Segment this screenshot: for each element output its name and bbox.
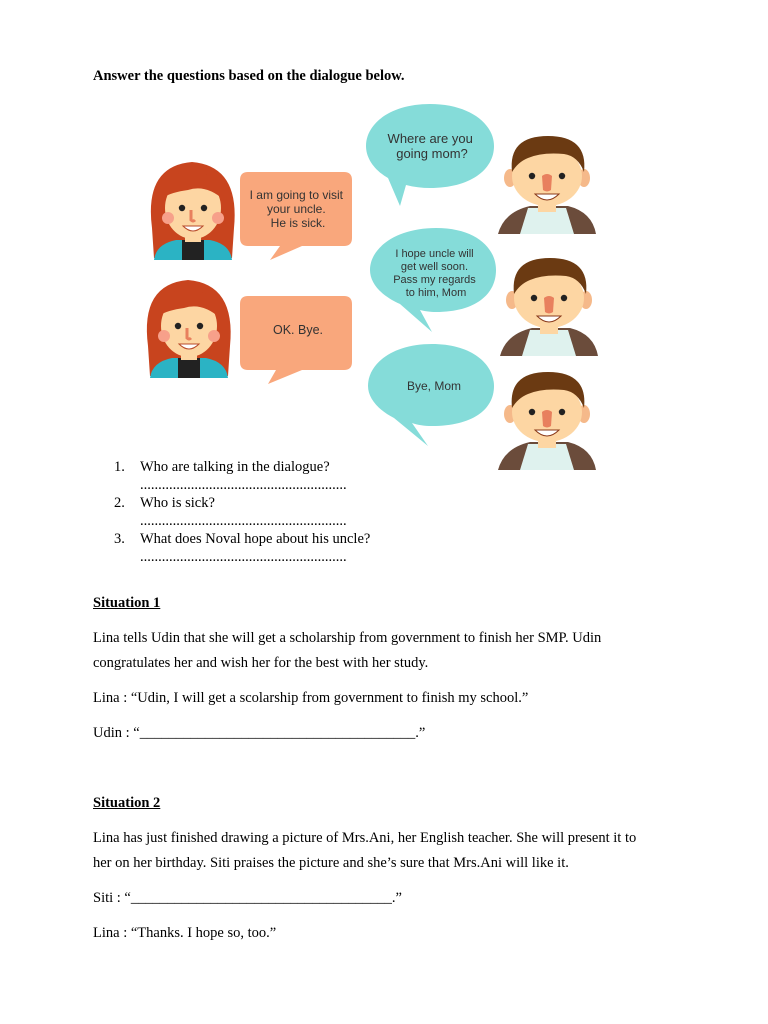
mom-character-1 (151, 162, 235, 260)
boy-bubble-2-line: get well soon. (400, 261, 469, 273)
answer-blank[interactable]: ......................................................... (140, 513, 347, 529)
boy-character-3 (498, 372, 596, 470)
situation-2-title: Situation 2 (93, 795, 161, 811)
situation-1-description-line: Lina tells Udin that she will get a scholarship from government to finish her SMP. Udin (93, 630, 602, 646)
situation-2-description-line: Lina has just finished drawing a picture of Mrs.Ani, her English teacher. She will present it to (93, 830, 637, 846)
situation-1-answer-line[interactable]: Udin : “______________________________________.” (93, 725, 426, 741)
boy-bubble-1-line: Where are you (387, 131, 473, 146)
mom-bubble-1-line: I am going to visit (249, 188, 344, 202)
mom-character-2 (147, 280, 231, 378)
mom-bubble-1-line: He is sick. (270, 216, 326, 230)
instruction-heading: Answer the questions based on the dialogue below. (93, 68, 405, 84)
situation-1-description-line: congratulates her and wish her for the best with her study. (93, 655, 429, 671)
answer-blank[interactable]: ......................................................... (140, 549, 347, 565)
question-item (112, 494, 512, 530)
boy-bubble-3-line: Bye, Mom (406, 379, 462, 393)
situation-2-description-line: her on her birthday. Siti praises the picture and she’s sure that Mrs.Ani will like it. (93, 855, 569, 871)
mom-bubble-1-line: your uncle. (266, 202, 326, 216)
boy-speech-bubble-3 (368, 344, 494, 446)
svg-text:Bye, Mom (407, 379, 461, 393)
boy-bubble-2-line: to him, Mom (405, 287, 467, 299)
mom-speech-bubble-2 (240, 296, 352, 384)
mom-speech-bubble-1 (240, 172, 352, 260)
question-item (112, 458, 512, 494)
dialogue-illustration (130, 100, 600, 472)
question-text: What does Noval hope about his uncle? (140, 531, 371, 547)
question-number: 2. (114, 495, 125, 511)
boy-character-1 (498, 136, 596, 234)
question-number: 3. (114, 531, 125, 547)
mom-bubble-2-line: OK. Bye. (272, 323, 324, 337)
boy-bubble-2-line: Pass my regards (393, 274, 476, 286)
answer-blank[interactable]: ......................................................... (140, 477, 347, 493)
question-text: Who are talking in the dialogue? (140, 459, 330, 475)
boy-speech-bubble-1 (366, 104, 494, 206)
boy-character-2 (500, 258, 598, 356)
situation-1-title: Situation 1 (93, 595, 161, 611)
svg-text:Where are you going mo (388, 131, 477, 161)
boy-bubble-1-line: going mom? (396, 146, 468, 161)
question-text: Who is sick? (140, 495, 215, 511)
boy-speech-bubble-2 (370, 228, 496, 332)
situation-2-description (93, 826, 693, 876)
svg-text:OK. Bye. (273, 323, 323, 337)
svg-text:I hope uncle will get (393, 248, 479, 299)
situation-2-answer-line[interactable]: Siti : “____________________________________.” (93, 890, 402, 906)
boy-bubble-2-line: I hope uncle will (395, 248, 474, 260)
question-list (112, 458, 512, 566)
situation-2-dialogue-line-2: Lina : “Thanks. I hope so, too.” (93, 925, 277, 941)
question-number: 1. (114, 459, 125, 475)
situation-1-description (93, 626, 693, 676)
question-item (112, 530, 512, 566)
situation-1-dialogue-line-1: Lina : “Udin, I will get a scolarship from government to finish my school.” (93, 690, 529, 706)
